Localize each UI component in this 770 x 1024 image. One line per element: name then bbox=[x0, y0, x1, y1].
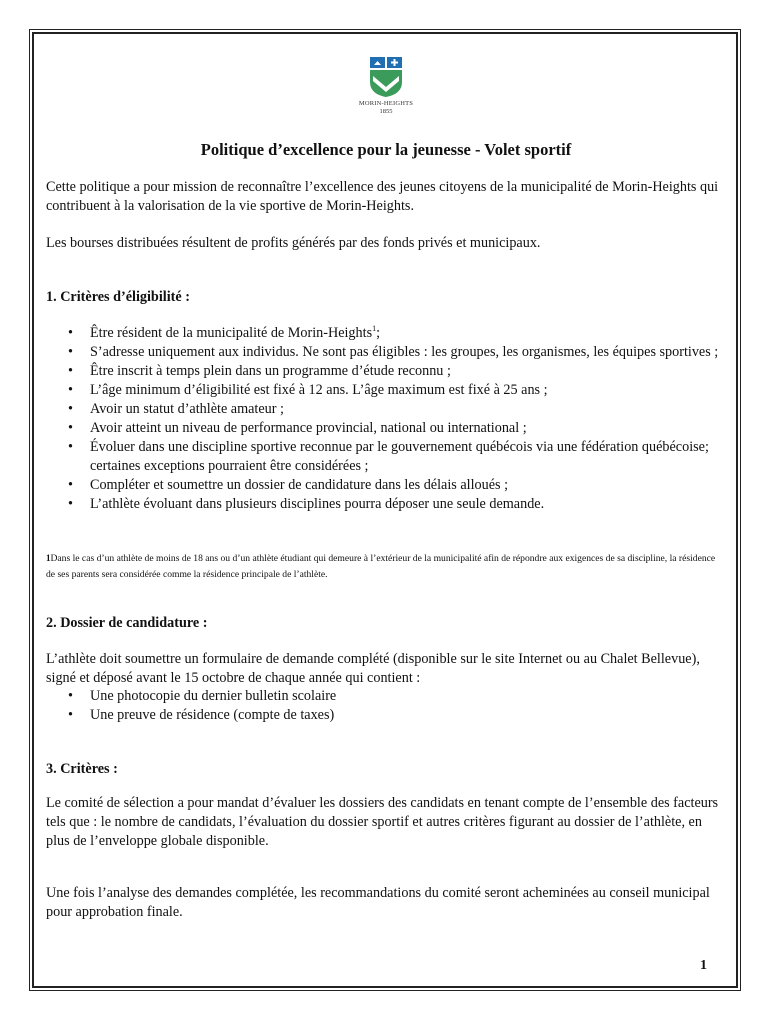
list-item: • Une photocopie du dernier bulletin scolaire bbox=[46, 687, 722, 706]
list-item: • Avoir un statut d’athlète amateur ; bbox=[46, 400, 722, 419]
eligibility-residence: Être résident de la municipalité de Morin-Heights bbox=[90, 325, 373, 341]
crest-icon bbox=[369, 56, 403, 98]
list-item: • Évoluer dans une discipline sportive reconnue par le gouvernement québécois via une fédération québécoise; certaines exceptions pourraient être considérées ; bbox=[46, 438, 722, 476]
logo-town-name: MORIN-HEIGHTS bbox=[358, 100, 414, 107]
footnote-mark: 1 bbox=[46, 553, 51, 563]
list-item: • L’athlète évoluant dans plusieurs disciplines pourra déposer une seule demande. bbox=[46, 495, 722, 514]
section2-heading: 2. Dossier de candidature : bbox=[46, 615, 208, 631]
eligibility-criteria-list bbox=[46, 324, 722, 514]
section3-heading: 3. Critères : bbox=[46, 761, 118, 777]
page-number: 1 bbox=[700, 958, 707, 973]
footnote-text: Dans le cas d’un athlète de moins de 18 ans ou d’un athlète étudiant qui demeure à l’extérieur de la municipalité afin de répondre aux exigences de sa discipline, la résidence de ses parents sera considérée comme la résidence principale de l’athlète. bbox=[46, 553, 716, 580]
list-item bbox=[46, 324, 722, 343]
municipality-logo bbox=[353, 56, 419, 116]
footnote-reference: 1 bbox=[372, 324, 377, 333]
intro-paragraph-mission: Cette politique a pour mission de reconnaître l’excellence des jeunes citoyens de la municipalité de Morin-Heights qui contribuent à la valorisation de la vie sportive de Morin-Heights. bbox=[46, 179, 719, 214]
footnote bbox=[46, 550, 726, 583]
intro-paragraph-funding: Les bourses distribuées résultent de profits générés par des fonds privés et municipaux. bbox=[46, 235, 541, 251]
selection-committee-paragraph: Le comité de sélection a pour mandat d’évaluer les dossiers des candidats en tenant compte de l’ensemble des facteurs tels que : le nombre de candidats, l’évaluation du dossier sportif et autres critères figurant au dossier de l’athlète, en plus de l’enveloppe globale disponible. bbox=[46, 795, 719, 849]
list-item: • Compléter et soumettre un dossier de candidature dans les délais alloués ; bbox=[46, 476, 722, 495]
document-title: Politique d’excellence pour la jeunesse - Volet sportif bbox=[200, 140, 572, 159]
list-item: • Avoir atteint un niveau de performance provincial, national ou international ; bbox=[46, 419, 722, 438]
list-item: • Une preuve de résidence (compte de taxes) bbox=[46, 706, 722, 725]
logo-year: 1855 bbox=[379, 108, 393, 115]
final-approval-paragraph: Une fois l’analyse des demandes complétée, les recommandations du comité seront acheminées au conseil municipal pour approbation finale. bbox=[46, 885, 710, 920]
list-item-punctuation: ; bbox=[376, 325, 381, 341]
list-item: • S’adresse uniquement aux individus. Ne sont pas éligibles : les groupes, les organismes, les équipes sportives ; bbox=[46, 343, 722, 362]
list-item: • L’âge minimum d’éligibilité est fixé à 12 ans. L’âge maximum est fixé à 25 ans ; bbox=[46, 381, 722, 400]
application-documents-list bbox=[46, 687, 722, 725]
list-item: • Être inscrit à temps plein dans un programme d’étude reconnu ; bbox=[46, 362, 722, 381]
section1-heading: 1. Critères d’éligibilité : bbox=[46, 289, 190, 305]
application-paragraph: L’athlète doit soumettre un formulaire de demande complété (disponible sur le site Internet ou au Chalet Bellevue), signé et déposé avant le 15 octobre de chaque année qui contient : bbox=[46, 651, 700, 686]
